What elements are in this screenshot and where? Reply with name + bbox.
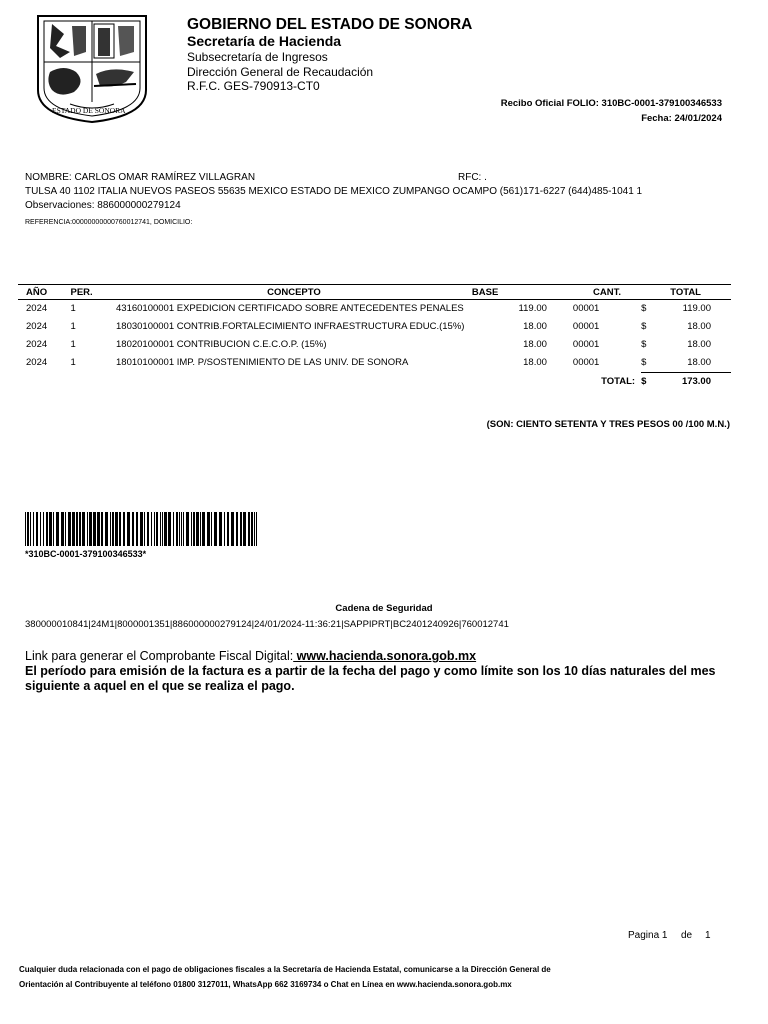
barcode-bar (110, 512, 111, 546)
barcode-bar (43, 512, 44, 546)
barcode-bar (200, 512, 201, 546)
row-base: 18.00 (523, 357, 547, 368)
footer-line-2: Orientación al Contribuyente al teléfono 01800 3127011, WhatsApp 662 3169734 o Chat en Línea en www.hacienda.sonora.gob.mx (19, 980, 512, 989)
table-row (18, 354, 731, 373)
barcode-bar (27, 512, 29, 546)
table-header-row (18, 285, 731, 300)
barcode (25, 512, 257, 546)
barcode-bar (219, 512, 222, 546)
taxpayer-rfc: RFC: . (458, 172, 487, 183)
barcode-bar (240, 512, 242, 546)
barcode-bar (248, 512, 250, 546)
direccion-general: Dirección General de Recaudación (187, 65, 374, 79)
amount-in-words: (SON: CIENTO SETENTA Y TRES PESOS 00 /100 M.N.) (486, 419, 730, 430)
barcode-bar (164, 512, 167, 546)
barcode-bar (156, 512, 158, 546)
page-of: de (681, 930, 693, 941)
barcode-bar (112, 512, 114, 546)
header-cant: CANT. (551, 285, 641, 300)
header-per: PER. (71, 285, 117, 300)
row-per: 1 (70, 321, 76, 332)
barcode-bar (127, 512, 130, 546)
row-concepto: 18030100001 CONTRIB.FORTALECIMIENTO INFRAESTRUCTURA EDUC.(15%) (116, 321, 465, 332)
reference: REFERENCIA:00000000000760012741, DOMICILIO: (25, 219, 193, 226)
row-base: 119.00 (518, 303, 547, 314)
barcode-bar (89, 512, 92, 546)
row-cant: 00001 (572, 321, 600, 332)
footer-line-1: Cualquier duda relacionada con el pago de obligaciones fiscales a la Secretaría de Hacienda Estatal, comunicarse a la Dirección General de (19, 965, 551, 974)
barcode-bar (93, 512, 96, 546)
invoice-link[interactable]: www.hacienda.sonora.gob.mx (293, 649, 477, 663)
barcode-bar (25, 512, 26, 546)
barcode-bar (79, 512, 81, 546)
header-base: BASE (472, 285, 551, 300)
invoice-link-line (25, 649, 476, 663)
row-total: 18.00 (687, 339, 711, 350)
barcode-bar (36, 512, 38, 546)
barcode-text: *310BC-0001-379100346533* (25, 549, 147, 559)
page-total: 1 (705, 930, 711, 941)
barcode-bar (196, 512, 199, 546)
receipt-folio: Recibo Oficial FOLIO: 310BC-0001-379100346533 (500, 98, 722, 109)
barcode-bar (97, 512, 100, 546)
barcode-bar (87, 512, 88, 546)
row-concepto: 18010100001 IMP. P/SOSTENIMIENTO DE LAS UNIV. DE SONORA (116, 357, 409, 368)
barcode-bar (33, 512, 34, 546)
row-cant: 00001 (572, 303, 600, 314)
barcode-bar (76, 512, 78, 546)
row-per: 1 (70, 303, 76, 314)
barcode-bar (123, 512, 125, 546)
taxpayer-name: NOMBRE: CARLOS OMAR RAMÍREZ VILLAGRAN (25, 172, 256, 183)
barcode-bar (211, 512, 212, 546)
secretaria-title: Secretaría de Hacienda (187, 33, 342, 49)
table-row (18, 300, 731, 319)
security-chain-title: Cadena de Seguridad (335, 603, 433, 614)
barcode-bar (181, 512, 182, 546)
page-number: Pagina 1 (628, 930, 668, 941)
barcode-bar (53, 512, 54, 546)
logo-caption: ESTADO DE SONORA (52, 106, 126, 115)
barcode-bar (231, 512, 234, 546)
barcode-bar (61, 512, 64, 546)
table-row (18, 336, 731, 354)
barcode-bar (30, 512, 31, 546)
barcode-bar (224, 512, 225, 546)
barcode-bar (193, 512, 195, 546)
barcode-bar (154, 512, 155, 546)
row-base: 18.00 (523, 321, 547, 332)
barcode-bar (191, 512, 192, 546)
barcode-bar (68, 512, 71, 546)
barcode-bar (101, 512, 103, 546)
row-total: 119.00 (682, 303, 711, 314)
row-ano: 2024 (26, 303, 48, 314)
barcode-bar (105, 512, 108, 546)
barcode-bar (151, 512, 152, 546)
row-concepto: 18020100001 CONTRIBUCION C.E.C.O.P. (15%) (116, 339, 327, 350)
barcode-bar (173, 512, 174, 546)
barcode-bar (251, 512, 253, 546)
barcode-bar (72, 512, 75, 546)
header-concepto: CONCEPTO (116, 285, 472, 300)
barcode-bar (202, 512, 205, 546)
receipt-date: Fecha: 24/01/2024 (641, 113, 722, 124)
total-row (18, 373, 731, 392)
row-currency: $ (641, 354, 660, 373)
header-ano: AÑO (18, 285, 71, 300)
row-base: 18.00 (523, 339, 547, 350)
barcode-bar (183, 512, 184, 546)
row-currency: $ (641, 303, 647, 314)
row-per: 1 (70, 339, 76, 350)
row-cant: 00001 (572, 357, 600, 368)
row-ano: 2024 (26, 321, 48, 332)
barcode-bar (236, 512, 238, 546)
barcode-bar (147, 512, 149, 546)
barcode-bar (40, 512, 41, 546)
barcode-bar (162, 512, 163, 546)
row-cant: 00001 (572, 339, 600, 350)
items-table (18, 284, 731, 391)
table-row (18, 318, 731, 336)
barcode-bar (46, 512, 48, 546)
row-currency: $ (641, 339, 647, 350)
row-ano: 2024 (26, 339, 48, 350)
barcode-bar (136, 512, 138, 546)
barcode-bar (254, 512, 255, 546)
barcode-bar (168, 512, 171, 546)
subsecretaria: Subsecretaría de Ingresos (187, 50, 328, 64)
barcode-bar (243, 512, 246, 546)
taxpayer-address: TULSA 40 1102 ITALIA NUEVOS PASEOS 55635 MEXICO ESTADO DE MEXICO ZUMPANGO OCAMPO (561)171-6227 (644)485-1041 1 (25, 186, 643, 197)
barcode-bar (140, 512, 143, 546)
barcode-bar (176, 512, 178, 546)
invoice-link-label: Link para generar el Comprobante Fiscal Digital: (25, 649, 294, 663)
row-per: 1 (70, 357, 76, 368)
barcode-bar (56, 512, 59, 546)
barcode-bar (160, 512, 161, 546)
barcode-bar (207, 512, 210, 546)
barcode-bar (256, 512, 257, 546)
barcode-bar (119, 512, 121, 546)
header-total: TOTAL (660, 285, 731, 300)
invoice-notice: El período para emisión de la factura es a partir de la fecha del pago y como límite son los 10 días naturales del mes siguiente a aquel en el que se realiza el pago. (25, 664, 716, 693)
row-concepto: 43160100001 EXPEDICION CERTIFICADO SOBRE ANTECEDENTES PENALES (116, 303, 464, 314)
barcode-bar (115, 512, 118, 546)
barcode-bar (179, 512, 180, 546)
government-rfc: R.F.C. GES-790913-CT0 (187, 79, 320, 93)
barcode-bar (82, 512, 85, 546)
barcode-bar (49, 512, 52, 546)
total-value: 173.00 (681, 376, 711, 387)
total-label: TOTAL: (601, 375, 636, 387)
barcode-bar (144, 512, 145, 546)
barcode-bar (186, 512, 189, 546)
row-currency: $ (641, 321, 647, 332)
row-total: 18.00 (687, 321, 711, 332)
barcode-bar (214, 512, 217, 546)
observations: Observaciones: 886000000279124 (25, 200, 181, 211)
government-title: GOBIERNO DEL ESTADO DE SONORA (187, 16, 473, 33)
barcode-bar (132, 512, 134, 546)
row-ano: 2024 (26, 357, 48, 368)
row-total: 18.00 (660, 354, 731, 373)
total-currency: $ (641, 376, 647, 387)
security-chain-value: 380000010841|24M1|8000001351|886000000279124|24/01/2024-11:36:21|SAPPIPRT|BC2401240926|760012741 (25, 619, 509, 630)
barcode-bar (227, 512, 229, 546)
barcode-bar (65, 512, 66, 546)
